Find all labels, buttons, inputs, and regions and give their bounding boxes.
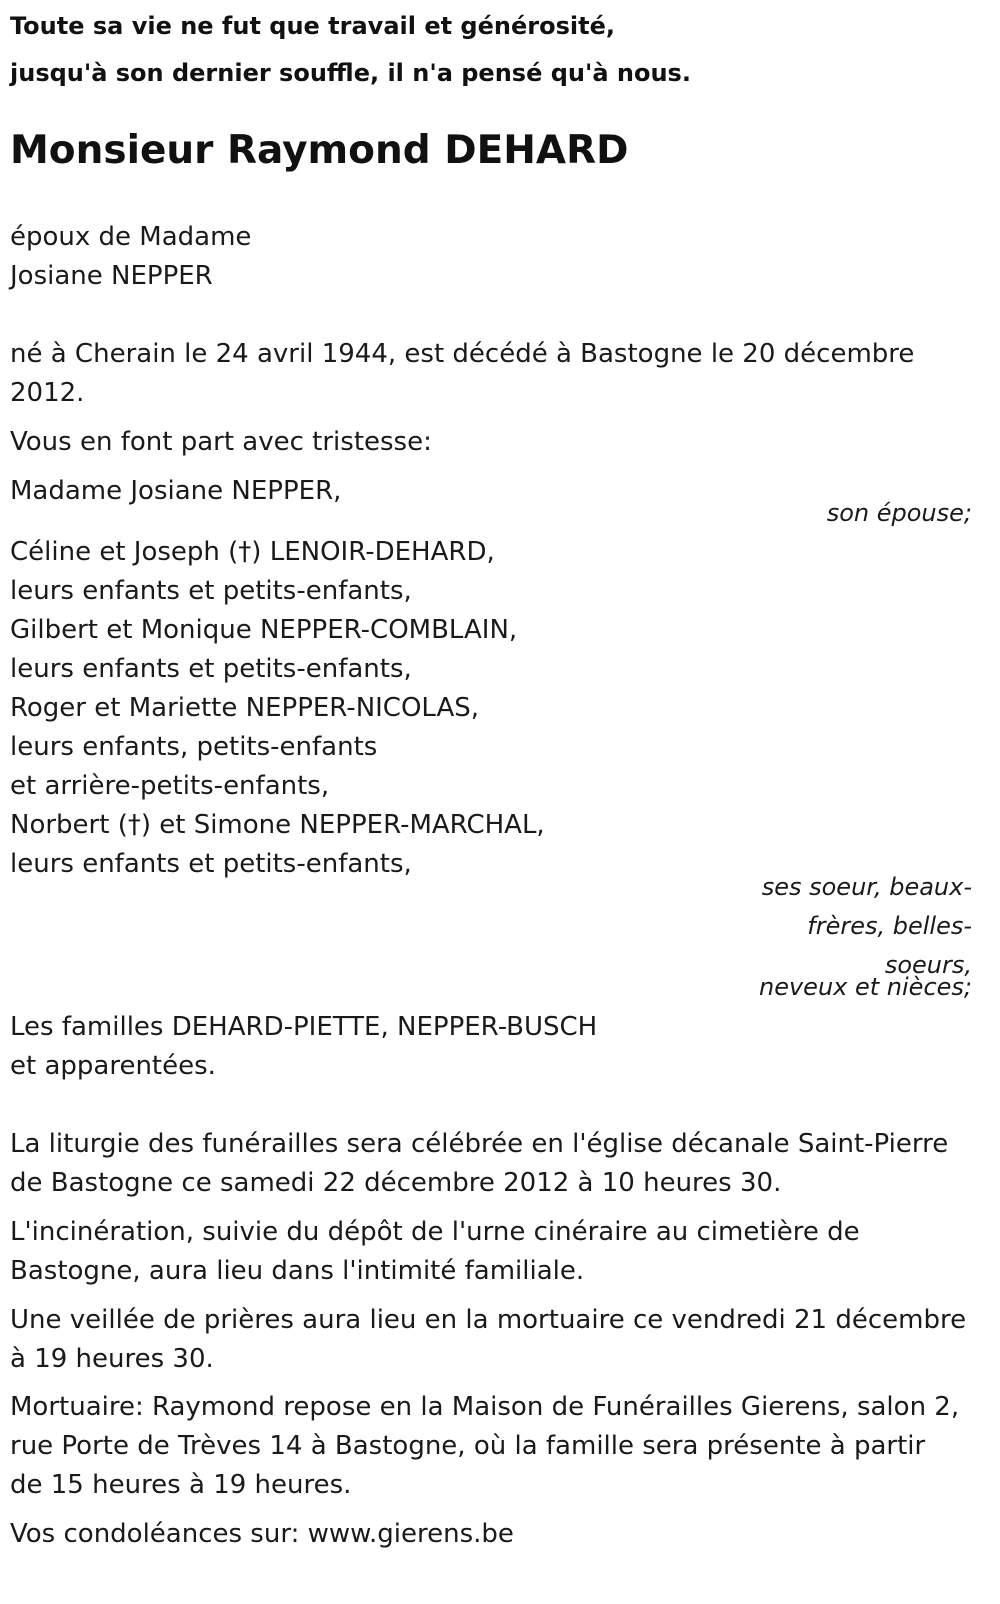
siblings-relation-line-2: frères, belles- [807,912,972,940]
siblings-relation-line-3: soeurs, [884,951,972,979]
wife-relation: son épouse; [826,499,972,527]
vigil-line-1: Une veillée de prières aura lieu en la mortuaire ce vendredi 21 décembre [10,1305,967,1335]
mourner-line: Céline et Joseph (†) LENOIR-DEHARD, [10,537,495,567]
announcement-text: Vous en font part avec tristesse: [10,427,432,457]
epitaph-line-1: Toute sa vie ne fut que travail et générosité, [10,12,615,40]
mourner-line: et arrière-petits-enfants, [10,771,330,801]
mourner-line: leurs enfants et petits-enfants, [10,576,412,606]
birth-death-line-1: né à Cherain le 24 avril 1944, est décédé à Bastogne le 20 décembre [10,339,915,369]
mourner-line: leurs enfants, petits-enfants [10,732,378,762]
spouse-line-1: époux de Madame [10,222,252,252]
spouse-line-2: Josiane NEPPER [10,261,213,291]
liturgy-line-1: La liturgie des funérailles sera célébrée en l'église décanale Saint-Pierre [10,1129,949,1159]
mourner-line: Gilbert et Monique NEPPER-COMBLAIN, [10,615,518,645]
mourner-wife: Madame Josiane NEPPER, [10,476,342,506]
vigil-line-2: à 19 heures 30. [10,1344,214,1374]
mortuary-line-2: rue Porte de Trèves 14 à Bastogne, où la famille sera présente à partir [10,1431,926,1461]
condolences-text: Vos condoléances sur: www.gierens.be [10,1519,514,1549]
mortuary-line-1: Mortuaire: Raymond repose en la Maison de Funérailles Gierens, salon 2, [10,1392,960,1422]
cremation-line-1: L'incinération, suivie du dépôt de l'urne cinéraire au cimetière de [10,1217,860,1247]
deceased-name: Monsieur Raymond DEHARD [10,128,629,173]
mourner-line: Norbert (†) et Simone NEPPER-MARCHAL, [10,810,545,840]
siblings-relation-line-1: ses soeur, beaux- [761,873,972,901]
birth-death-line-2: 2012. [10,378,85,408]
mourner-line: leurs enfants et petits-enfants, [10,654,412,684]
mourner-line: leurs enfants et petits-enfants, [10,849,412,879]
liturgy-line-2: de Bastogne ce samedi 22 décembre 2012 à 10 heures 30. [10,1168,782,1198]
cremation-line-2: Bastogne, aura lieu dans l'intimité familiale. [10,1256,585,1286]
families-line-2: et apparentées. [10,1051,216,1081]
siblings-relation-line-4: neveux et nièces; [759,973,972,1001]
epitaph-line-2: jusqu'à son dernier souffle, il n'a pensé qu'à nous. [10,59,691,87]
mourner-line: Roger et Mariette NEPPER-NICOLAS, [10,693,480,723]
families-line-1: Les familles DEHARD-PIETTE, NEPPER-BUSCH [10,1012,598,1042]
mortuary-line-3: de 15 heures à 19 heures. [10,1470,352,1500]
